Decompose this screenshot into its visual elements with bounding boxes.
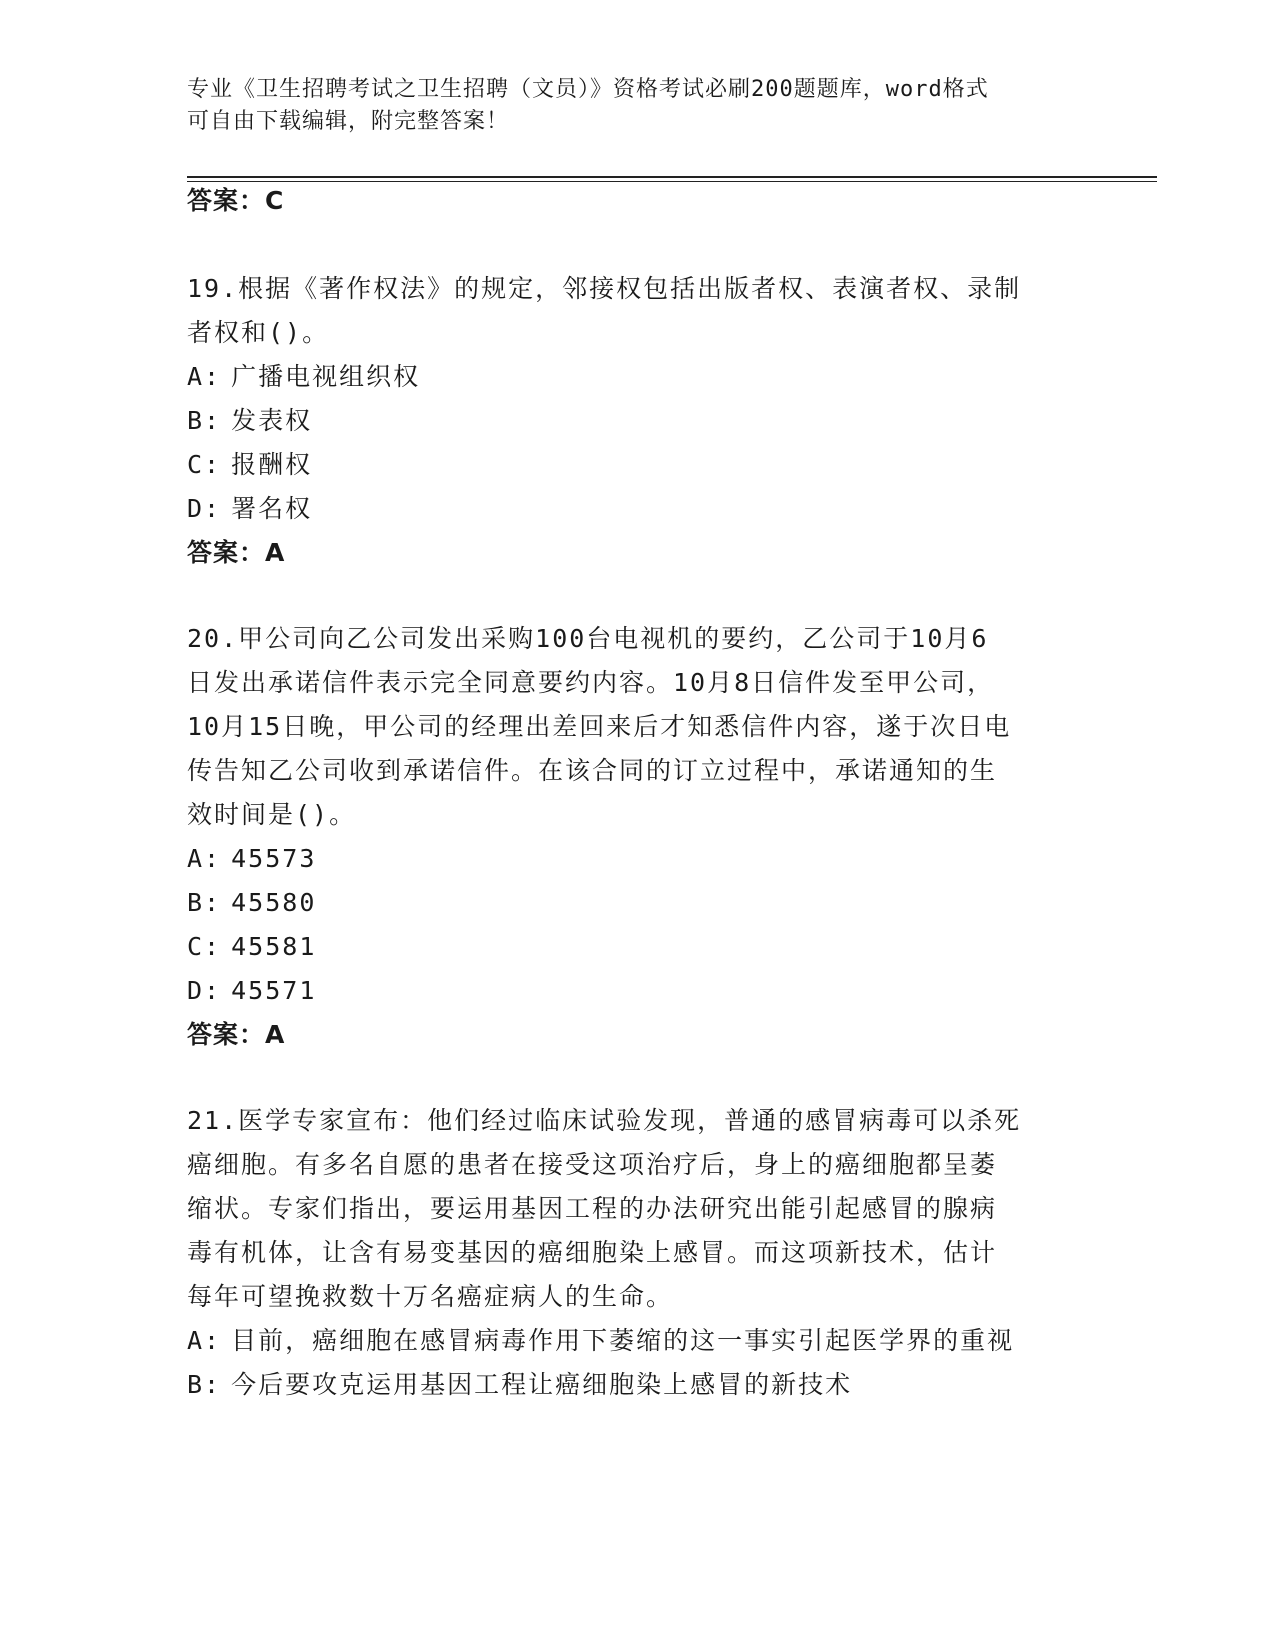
q20-stem-line-2: 日发出承诺信件表示完全同意要约内容。10月8日信件发至甲公司， [187,668,995,697]
q20-option-b [187,886,316,920]
option-text: 45580 [231,888,317,917]
q20-answer: 答案：A [187,1020,286,1049]
option-text: 广播电视组织权 [231,362,421,391]
q20-stem-line-5: 效时间是()。 [187,800,357,829]
option-text: 发表权 [231,406,313,435]
option-text: 今后要攻克运用基因工程让癌细胞染上感冒的新技术 [231,1370,853,1399]
header-line-2: 可自由下载编辑，附完整答案！ [187,109,510,134]
option-label: C: [187,932,222,961]
q20-option-c [187,930,316,964]
q19-stem-line-1: 19.根据《著作权法》的规定，邻接权包括出版者权、表演者权、录制 [187,274,1022,303]
document-header [187,74,1067,138]
option-label: D: [187,976,222,1005]
option-label: A: [187,1326,222,1355]
previous-answer: 答案：C [187,186,285,215]
option-text: 45573 [231,844,317,873]
q19-stem-line-2: 者权和()。 [187,318,330,347]
option-text: 报酬权 [231,450,313,479]
q21-stem-line-1: 21.医学专家宣布：他们经过临床试验发现，普通的感冒病毒可以杀死 [187,1106,1022,1135]
option-text: 45581 [231,932,317,961]
option-label: B: [187,1370,222,1399]
option-text: 署名权 [231,494,313,523]
header-line-1: 专业《卫生招聘考试之卫生招聘（文员）》资格考试必刷200题题库，word格式 [187,77,989,102]
q20-stem-line-4: 传告知乙公司收到承诺信件。在该合同的订立过程中，承诺通知的生 [187,756,998,785]
q21-stem-line-5: 每年可望挽救数十万名癌症病人的生命。 [187,1282,674,1311]
q21-option-a [187,1324,1014,1358]
q19-answer: 答案：A [187,538,286,567]
q20-stem-line-3: 10月15日晚，甲公司的经理出差回来后才知悉信件内容，遂于次日电 [187,712,1012,741]
q19-option-c [187,448,312,482]
option-label: A: [187,362,222,391]
q21-stem-line-3: 缩状。专家们指出，要运用基因工程的办法研究出能引起感冒的腺病 [187,1194,998,1223]
option-label: A: [187,844,222,873]
q20-stem-line-1: 20.甲公司向乙公司发出采购100台电视机的要约，乙公司于10月6 [187,624,989,653]
option-label: B: [187,406,222,435]
q20-option-d [187,974,316,1008]
option-label: B: [187,888,222,917]
q20-option-a [187,842,316,876]
q21-option-b [187,1368,852,1402]
q21-stem-line-2: 癌细胞。有多名自愿的患者在接受这项治疗后，身上的癌细胞都呈萎 [187,1150,998,1179]
q19-option-b [187,404,312,438]
q19-option-a [187,360,420,394]
option-text: 目前，癌细胞在感冒病毒作用下萎缩的这一事实引起医学界的重视 [231,1326,1015,1355]
option-label: D: [187,494,222,523]
option-text: 45571 [231,976,317,1005]
q19-option-d [187,492,312,526]
option-label: C: [187,450,222,479]
header-divider [187,176,1157,182]
q21-stem-line-4: 毒有机体，让含有易变基因的癌细胞染上感冒。而这项新技术，估计 [187,1238,998,1267]
